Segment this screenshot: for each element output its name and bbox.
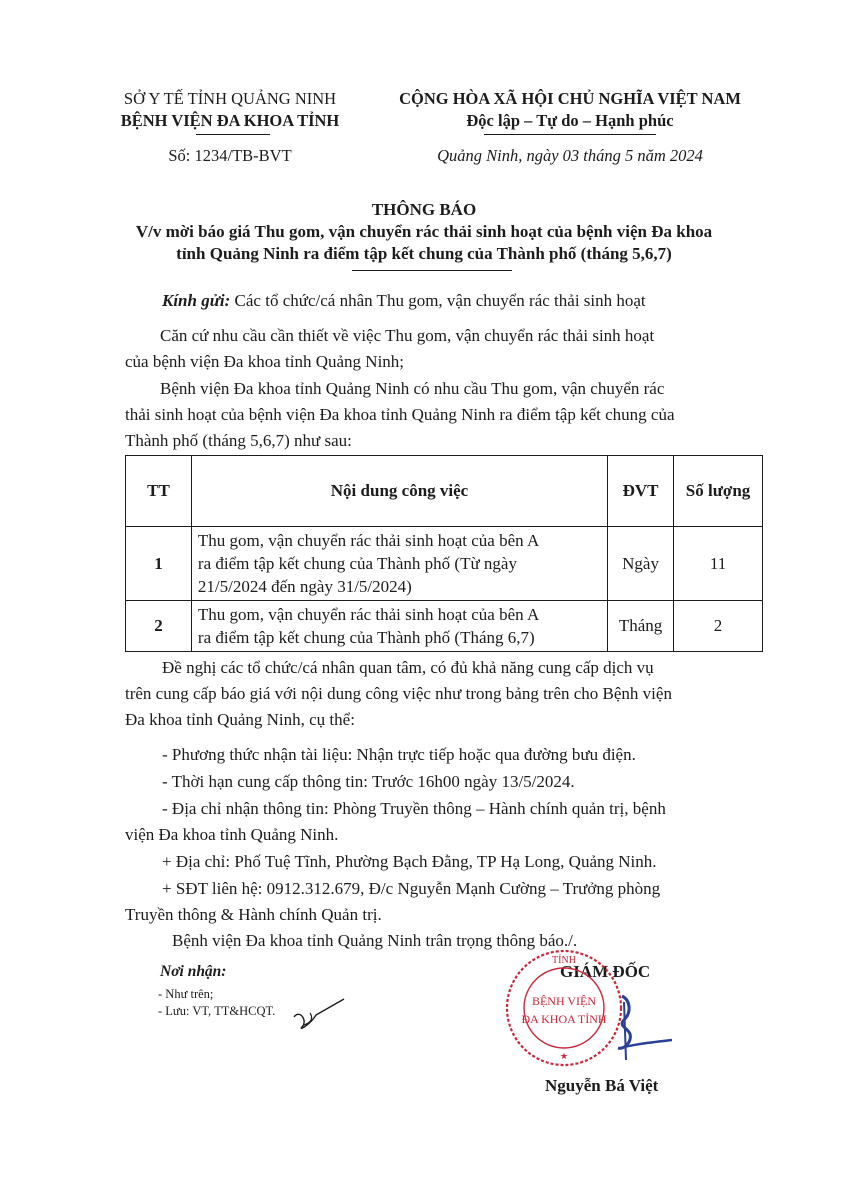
row-content <box>191 527 607 601</box>
nation-name: CỘNG HÒA XÃ HỘI CHỦ NGHĨA VIỆT NAM <box>399 89 741 108</box>
greeting-recipient: Các tổ chức/cá nhân Thu gom, vận chuyển rác thải sinh hoạt <box>234 291 646 310</box>
recipients-label: Nơi nhận: <box>160 963 227 980</box>
body-p2-line2: thải sinh hoạt của bệnh viện Đa khoa tỉnh Quảng Ninh ra điểm tập kết chung của <box>125 405 675 424</box>
request-line3: Đa khoa tỉnh Quảng Ninh, cụ thể: <box>125 710 355 729</box>
body-p1-line1: Căn cứ nhu cầu cần thiết về việc Thu gom, vận chuyển rác thải sinh hoạt <box>160 326 655 345</box>
place-and-date: Quảng Ninh, ngày 03 tháng 5 năm 2024 <box>437 146 703 165</box>
issuing-authority: SỞ Y TẾ TỈNH QUẢNG NINH <box>123 89 337 108</box>
row-content-line: Thu gom, vận chuyển rác thải sinh hoạt của bên A <box>197 605 540 624</box>
table-row <box>126 527 763 601</box>
greeting-label: Kính gửi: <box>162 291 231 310</box>
header-content: Nội dung công việc <box>191 456 607 527</box>
row-quantity: 2 <box>674 601 763 652</box>
row-content-line: 21/5/2024 đến ngày 31/5/2024) <box>197 577 412 596</box>
request-location: + Địa chỉ: Phố Tuệ Tĩnh, Phường Bạch Đằng, TP Hạ Long, Quảng Ninh. <box>162 852 657 871</box>
request-deadline: - Thời hạn cung cấp thông tin: Trước 16h00 ngày 13/5/2024. <box>162 772 575 791</box>
svg-text:★: ★ <box>559 1051 569 1061</box>
table-header-row <box>126 456 763 527</box>
signer-title: GIÁM ĐỐC <box>560 962 651 981</box>
initials-mark <box>290 995 350 1035</box>
document-number: Số: 1234/TB-BVT <box>168 146 292 165</box>
stamp-text-line2: ĐA KHOA TỈNH <box>521 1012 607 1026</box>
subject-line-1: V/v mời báo giá Thu gom, vận chuyển rác thải sinh hoạt của bệnh viện Đa khoa <box>135 222 713 241</box>
body-p1-line2: của bệnh viện Đa khoa tỉnh Quảng Ninh; <box>125 352 405 371</box>
row-unit: Tháng <box>608 601 674 652</box>
request-address-line2: viện Đa khoa tỉnh Quảng Ninh. <box>125 825 339 844</box>
row-tt: 1 <box>126 527 192 601</box>
request-method: - Phương thức nhận tài liệu: Nhận trực tiếp hoặc qua đường bưu điện. <box>162 745 636 764</box>
hospital-name-underline <box>196 134 270 135</box>
request-line1: Đề nghị các tổ chức/cá nhân quan tâm, có đủ khả năng cung cấp dịch vụ <box>162 658 654 677</box>
closing-sentence: Bệnh viện Đa khoa tỉnh Quảng Ninh trân trọng thông báo./. <box>172 931 578 950</box>
row-content-line: Thu gom, vận chuyển rác thải sinh hoạt của bên A <box>197 531 540 550</box>
subject-underline <box>352 270 512 271</box>
table-row <box>126 601 763 652</box>
greeting <box>162 291 646 311</box>
row-tt: 2 <box>126 601 192 652</box>
row-unit: Ngày <box>608 527 674 601</box>
stamp-text-line1: BỆNH VIỆN <box>531 994 597 1008</box>
hospital-name: BỆNH VIỆN ĐA KHOA TỈNH <box>120 111 340 130</box>
recipient-item: - Như trên; <box>158 987 214 1001</box>
header-tt: TT <box>126 456 192 527</box>
signer-name: Nguyễn Bá Việt <box>545 1076 659 1095</box>
row-quantity: 11 <box>674 527 763 601</box>
header-quantity: Số lượng <box>674 456 763 527</box>
row-content <box>191 601 607 652</box>
document-heading: THÔNG BÁO <box>371 200 477 219</box>
national-motto: Độc lập – Tự do – Hạnh phúc <box>466 111 674 130</box>
request-phone-line2: Truyền thông & Hành chính Quản trị. <box>125 905 382 924</box>
jobs-table <box>125 455 763 652</box>
motto-underline <box>484 134 656 135</box>
body-p2-line1: Bệnh viện Đa khoa tỉnh Quảng Ninh có nhu cầu Thu gom, vận chuyển rác <box>160 379 665 398</box>
handwritten-signature <box>580 990 680 1070</box>
request-line2: trên cung cấp báo giá với nội dung công việc như trong bảng trên cho Bệnh viện <box>125 684 672 703</box>
row-content-line: ra điểm tập kết chung của Thành phố (Từ ngày <box>197 554 517 573</box>
header-unit: ĐVT <box>608 456 674 527</box>
subject-line-2: tỉnh Quảng Ninh ra điểm tập kết chung của Thành phố (tháng 5,6,7) <box>176 244 672 263</box>
request-address-line1: - Địa chỉ nhận thông tin: Phòng Truyền thông – Hành chính quản trị, bệnh <box>162 799 666 818</box>
row-content-line: ra điểm tập kết chung của Thành phố (Tháng 6,7) <box>197 628 535 647</box>
recipient-item: - Lưu: VT, TT&HCQT. <box>158 1004 276 1018</box>
body-p2-line3: Thành phố (tháng 5,6,7) như sau: <box>125 431 352 450</box>
stamp-text-top: TỈNH <box>552 955 576 966</box>
request-phone-line1: + SĐT liên hệ: 0912.312.679, Đ/c Nguyễn Mạnh Cường – Trưởng phòng <box>162 879 661 898</box>
